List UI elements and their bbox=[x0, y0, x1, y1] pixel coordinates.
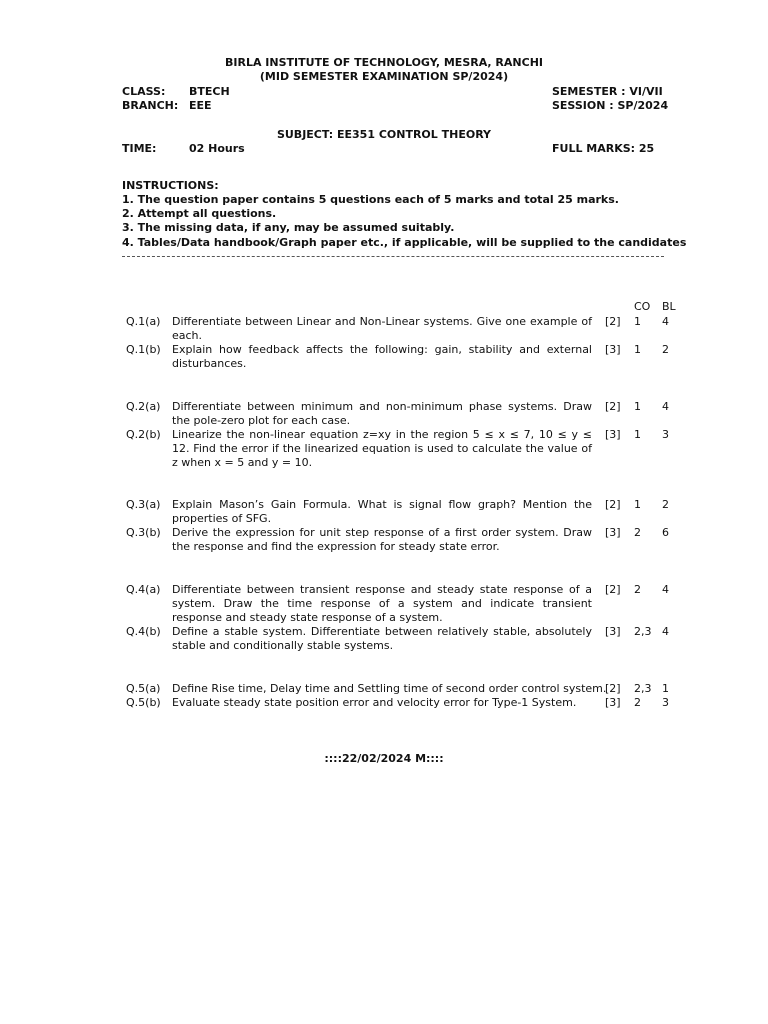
question-text: Define a stable system. Differentiate between relatively stable, absolutely stable and conditionally stable systems. bbox=[172, 625, 592, 652]
question-bl: 4 bbox=[662, 315, 669, 328]
question-bl: 6 bbox=[662, 526, 669, 539]
question-number: Q.3(b) bbox=[126, 526, 161, 539]
question-marks: [2] bbox=[605, 498, 621, 511]
question-co: 2 bbox=[634, 696, 641, 709]
instruction-item: 3. The missing data, if any, may be assumed suitably. bbox=[122, 221, 455, 234]
instruction-item: 4. Tables/Data handbook/Graph paper etc., if applicable, will be supplied to the candidates bbox=[122, 236, 687, 249]
question-text: Differentiate between minimum and non-minimum phase systems. Draw the pole-zero plot for each case. bbox=[172, 400, 592, 427]
branch-label: BRANCH: bbox=[122, 99, 179, 112]
question-text: Define Rise time, Delay time and Settling time of second order control system. bbox=[172, 682, 607, 695]
time-label: TIME: bbox=[122, 142, 157, 155]
question-number: Q.2(a) bbox=[126, 400, 161, 413]
question-marks: [3] bbox=[605, 526, 621, 539]
question-number: Q.3(a) bbox=[126, 498, 161, 511]
question-bl: 4 bbox=[662, 583, 669, 596]
question-co: 2 bbox=[634, 583, 641, 596]
question-number: Q.5(b) bbox=[126, 696, 161, 709]
question-co: 1 bbox=[634, 315, 641, 328]
question-marks: [2] bbox=[605, 400, 621, 413]
full-marks: FULL MARKS: 25 bbox=[552, 142, 655, 155]
question-number: Q.4(a) bbox=[126, 583, 161, 596]
question-number: Q.4(b) bbox=[126, 625, 161, 638]
question-marks: [3] bbox=[605, 428, 621, 441]
question-bl: 4 bbox=[662, 400, 669, 413]
instruction-item: 2. Attempt all questions. bbox=[122, 207, 277, 220]
question-bl: 2 bbox=[662, 343, 669, 356]
question-marks: [2] bbox=[605, 315, 621, 328]
exam-title: (MID SEMESTER EXAMINATION SP/2024) bbox=[259, 70, 509, 83]
question-marks: [3] bbox=[605, 696, 621, 709]
question-marks: [2] bbox=[605, 682, 621, 695]
question-co: 1 bbox=[634, 400, 641, 413]
question-text: Linearize the non-linear equation z=xy in the region 5 ≤ x ≤ 7, 10 ≤ y ≤ 12. Find the error if the linearized equation is used to calculate the value of z when x = 5 and y = 10. bbox=[172, 428, 592, 469]
question-co: 2,3 bbox=[634, 682, 652, 695]
question-co: 2,3 bbox=[634, 625, 652, 638]
question-text: Explain Mason’s Gain Formula. What is signal flow graph? Mention the properties of SFG. bbox=[172, 498, 592, 525]
question-text: Differentiate between transient response and steady state response of a system. Draw the time response of a system and indicate transient response and steady state response of a system. bbox=[172, 583, 592, 624]
question-number: Q.1(a) bbox=[126, 315, 161, 328]
subject: SUBJECT: EE351 CONTROL THEORY bbox=[276, 128, 492, 141]
question-marks: [2] bbox=[605, 583, 621, 596]
class-label: CLASS: bbox=[122, 85, 166, 98]
question-bl: 2 bbox=[662, 498, 669, 511]
class-value: BTECH bbox=[189, 85, 230, 98]
session: SESSION : SP/2024 bbox=[552, 99, 669, 112]
instructions-title: INSTRUCTIONS: bbox=[122, 179, 219, 192]
question-bl: 4 bbox=[662, 625, 669, 638]
footer-date: ::::22/02/2024 M:::: bbox=[324, 752, 444, 765]
question-bl: 3 bbox=[662, 696, 669, 709]
question-bl: 3 bbox=[662, 428, 669, 441]
question-co: 2 bbox=[634, 526, 641, 539]
question-number: Q.1(b) bbox=[126, 343, 161, 356]
question-co: 1 bbox=[634, 343, 641, 356]
question-co: 1 bbox=[634, 498, 641, 511]
bl-column-header: BL bbox=[662, 300, 676, 313]
question-text: Evaluate steady state position error and velocity error for Type-1 System. bbox=[172, 696, 577, 709]
question-text: Explain how feedback affects the following: gain, stability and external disturbances. bbox=[172, 343, 592, 370]
question-marks: [3] bbox=[605, 625, 621, 638]
semester: SEMESTER : VI/VII bbox=[552, 85, 663, 98]
co-column-header: CO bbox=[634, 300, 651, 313]
question-number: Q.5(a) bbox=[126, 682, 161, 695]
institute-name: BIRLA INSTITUTE OF TECHNOLOGY, MESRA, RANCHI bbox=[225, 56, 543, 69]
question-text: Differentiate between Linear and Non-Linear systems. Give one example of each. bbox=[172, 315, 592, 342]
instruction-item: 1. The question paper contains 5 questions each of 5 marks and total 25 marks. bbox=[122, 193, 619, 206]
question-text: Derive the expression for unit step response of a first order system. Draw the response and find the expression for steady state error. bbox=[172, 526, 592, 553]
question-marks: [3] bbox=[605, 343, 621, 356]
question-number: Q.2(b) bbox=[126, 428, 161, 441]
time-value: 02 Hours bbox=[189, 142, 245, 155]
divider bbox=[122, 256, 664, 258]
question-co: 1 bbox=[634, 428, 641, 441]
question-bl: 1 bbox=[662, 682, 669, 695]
branch-value: EEE bbox=[189, 99, 212, 112]
